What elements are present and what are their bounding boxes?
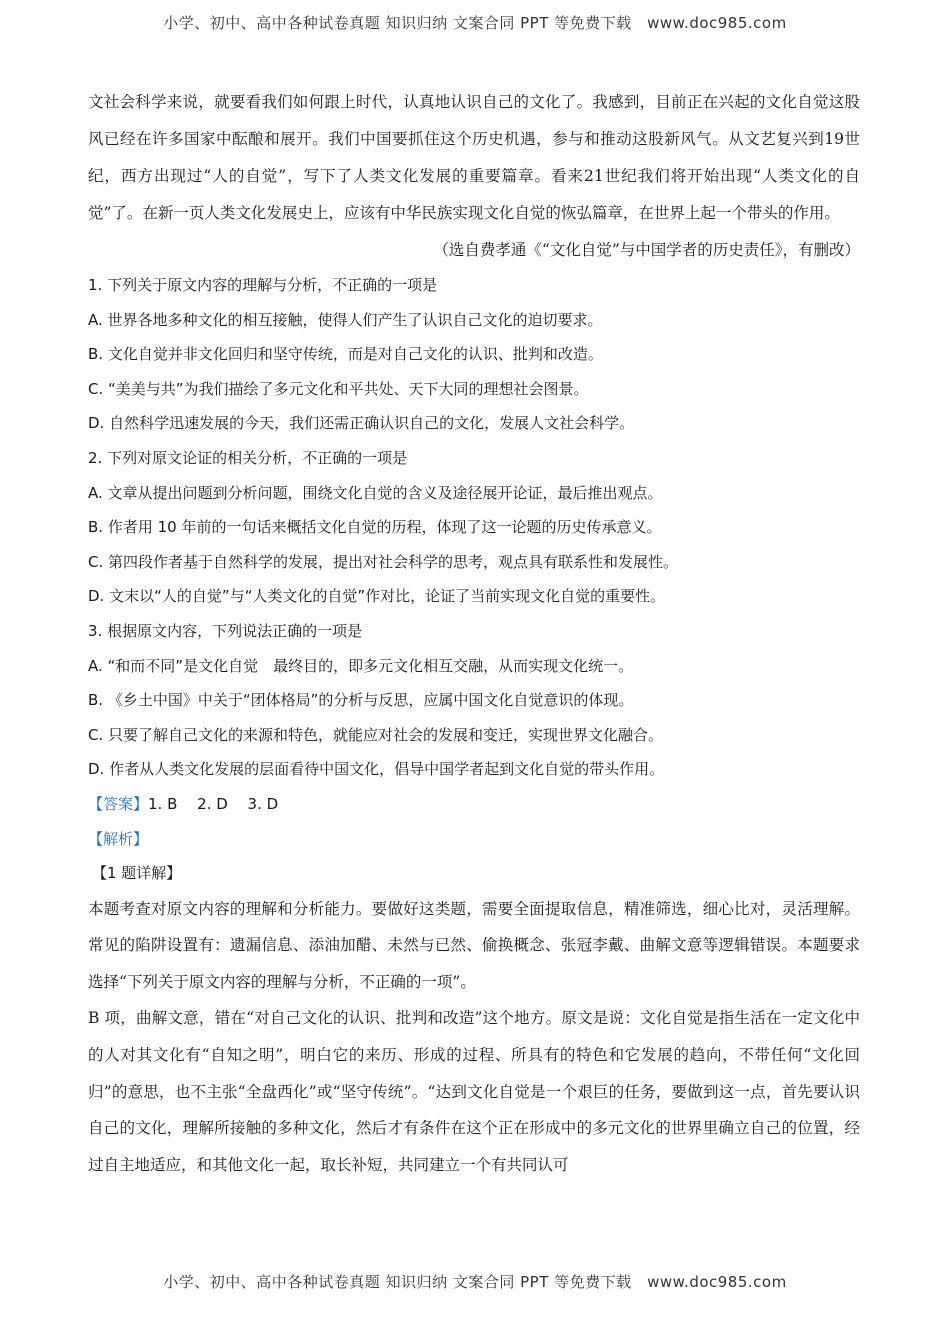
question-2 (88, 441, 860, 614)
option-a: A. 世界各地多种文化的相互接触，使得人们产生了认识自己文化的迫切要求。 (88, 310, 603, 329)
option-c: C. 第四段作者基于自然科学的发展，提出对社会科学的思考，观点具有联系性和发展性。 (88, 552, 679, 571)
option-a: A. 文章从提出问题到分析问题，围绕文化自觉的含义及途径展开论证，最后推出观点。 (88, 483, 663, 502)
option-c: C. “美美与共”为我们描绘了多元文化和平共处、天下大同的理想社会图景。 (88, 379, 589, 398)
option-d: D. 自然科学迅速发展的今天，我们还需正确认识自己的文化，发展人文社会科学。 (88, 414, 635, 433)
answer-values: 1. B 2. D 3. D (148, 794, 279, 813)
question-3 (88, 614, 860, 787)
question-list (88, 268, 860, 787)
question-stem: 1. 下列关于原文内容的理解与分析，不正确的一项是 (88, 276, 438, 294)
explanation (88, 891, 860, 1184)
detail-tag: 【1 题详解】 (92, 864, 182, 883)
question-1 (88, 268, 860, 441)
answer-line (88, 787, 860, 822)
question-stem: 3. 根据原文内容，下列说法正确的一项是 (88, 621, 363, 640)
page-header: 小学、初中、高中各种试卷真题 知识归纳 文案合同 PPT 等免费下载 www.doc985.com (163, 14, 787, 32)
option-d: D. 作者从人类文化发展的层面看待中国文化，倡导中国学者起到文化自觉的带头作用。 (88, 760, 665, 779)
explanation-paragraph: B 项，曲解文意，错在“对自己文化的认识、批判和改造”这个地方。原文是说：文化自觉是指生活在一定文化中的人对其文化有“自知之明”，明白它的来历、形成的过程、所具有的特色和它发展的趋向，不带任何“文化回归”的意思，也不主张“全盘西化”或“坚守传统”。“达到文化自觉是一个艰巨的任务，要做到这一点，首先要认识自己的文化，理解所接触的多种文化，然后才有条件在这个正在形成中的多元文化的世界里确立自己的位置，经过自主地适应，和其他文化一起，取长补短，共同建立一个有共同认可 (88, 1009, 860, 1174)
answer-tag: 【答案】 (88, 794, 149, 813)
passage-paragraph: 文社会科学来说，就要看我们如何跟上时代，认真地认识自己的文化了。我感到，目前正在兴起的文化自觉这股风已经在许多国家中酝酿和展开。我们中国要抓住这个历史机遇，参与和推动这股新风气。从文艺复兴到19世纪，西方出现过“人的自觉”，写下了人类文化发展的重要篇章。看来21世纪我们将开始出现“人类文化的自觉”了。在新一页人类文化发展史上，应该有中华民族实现文化自觉的恢弘篇章，在世界上起一个带头的作用。 (88, 93, 860, 222)
option-a: A. “和而不同”是文化自觉 最终目的，即多元文化相互交融，从而实现文化统一。 (88, 656, 634, 675)
question-stem: 2. 下列对原文论证的相关分析，不正确的一项是 (88, 448, 408, 467)
option-b: B. 文化自觉并非文化回归和坚守传统，而是对自己文化的认识、批判和改造。 (88, 345, 603, 364)
option-b: B. 作者用 10 年前的一句话来概括文化自觉的历程，体现了这一论题的历史传承意义。 (88, 518, 662, 537)
passage (88, 84, 860, 268)
option-d: D. 文末以“人的自觉”与“人类文化的自觉”作对比，论证了当前实现文化自觉的重要性。 (88, 587, 666, 606)
option-c: C. 只要了解自己文化的来源和特色，就能应对社会的发展和变迁，实现世界文化融合。 (88, 725, 664, 744)
document-body (88, 84, 860, 1183)
passage-source: （选自费孝通《“文化自觉”与中国学者的历史责任》，有删改） (433, 241, 860, 259)
option-b: B. 《乡土中国》中关于“团体格局”的分析与反思，应属中国文化自觉意识的体现。 (88, 691, 634, 710)
explanation-paragraph: 本题考查对原文内容的理解和分析能力。要做好这类题，需要全面提取信息，精准筛选，细心比对，灵活理解。常见的陷阱设置有：遗漏信息、添油加醋、未然与已然、偷换概念、张冠李戴、曲解文意等逻辑错误。本题要求选择“下列关于原文内容的理解与分析，不正确的一项”。 (88, 899, 860, 991)
analysis-tag: 【解析】 (88, 829, 149, 848)
page-footer: 小学、初中、高中各种试卷真题 知识归纳 文案合同 PPT 等免费下载 www.doc985.com (163, 1273, 787, 1291)
